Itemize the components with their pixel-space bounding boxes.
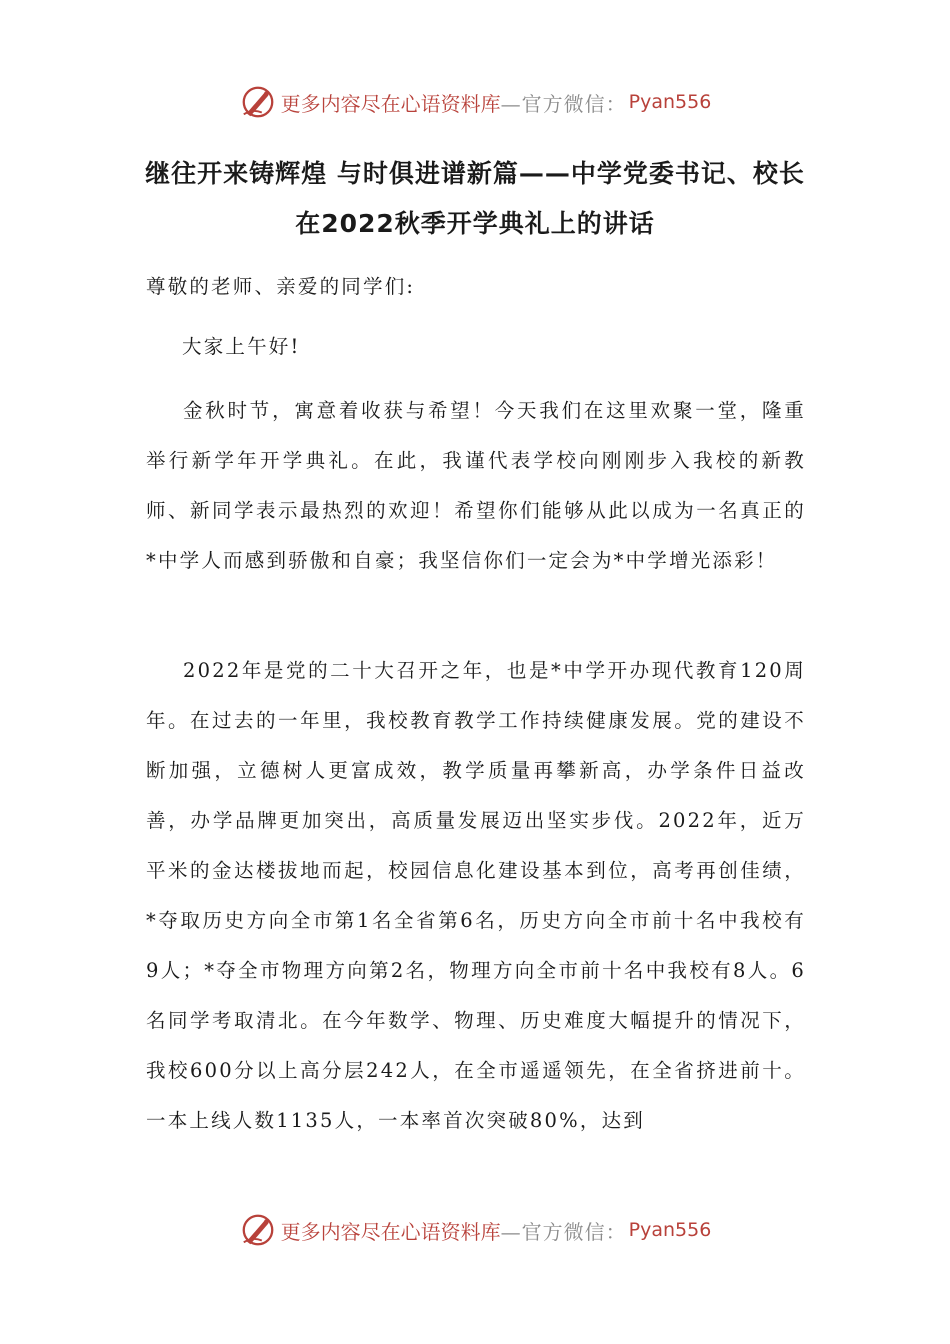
watermark-wechat-id: Pyan556 [628,91,712,113]
watermark-brand: 更多内容尽在心语资料库 [280,91,501,116]
document-title-line2: 在2022秋季开学典礼上的讲话 [295,209,655,238]
pen-logo-icon [239,83,277,121]
salutation: 尊敬的老师、亲爱的同学们: [146,275,416,298]
watermark-brand: 更多内容尽在心语资料库 [280,1219,501,1244]
watermark-contact-label: —官方微信： [500,91,627,116]
document-title-line1: 继往开来铸辉煌 与时俱进谱新篇——中学党委书记、校长 [145,159,805,188]
paragraph-welcome: 金秋时节，寓意着收获与希望！今天我们在这里欢聚一堂，隆重举行新学年开学典礼。在此，我谨代表学校向刚刚步入我校的新教师、新同学表示最热烈的欢迎！希望你们能够从此以成为一名真正的*中学人而感到骄傲和自豪；我坚信你们一定会为*中学增光添彩！ [146,399,806,572]
greeting: 大家上午好! [182,335,301,358]
pen-logo-icon [239,1211,277,1249]
watermark-wechat-id: Pyan556 [628,1219,712,1241]
footer-watermark [0,1208,950,1252]
paragraph-achievements: 2022年是党的二十大召开之年，也是*中学开办现代教育120周年。在过去的一年里，我校教育教学工作持续健康发展。党的建设不断加强，立德树人更富成效，教学质量再攀新高，办学条件日益改善，办学品牌更加突出，高质量发展迈出坚实步伐。2022年，近万平米的金达楼拔地而起，校园信息化建设基本到位，高考再创佳绩，*夺取历史方向全市第1名全省第6名，历史方向全市前十名中我校有9人；*夺全市物理方向第2名，物理方向全市前十名中我校有8人。6名同学考取清北。在今年数学、物理、历史难度大幅提升的情况下，我校600分以上高分层242人，在全市遥遥领先，在全省挤进前十。一本上线人数1135人，一本率首次突破80%，达到 [146,659,806,1132]
header-watermark [0,80,950,124]
watermark-contact-label: —官方微信： [500,1219,627,1244]
